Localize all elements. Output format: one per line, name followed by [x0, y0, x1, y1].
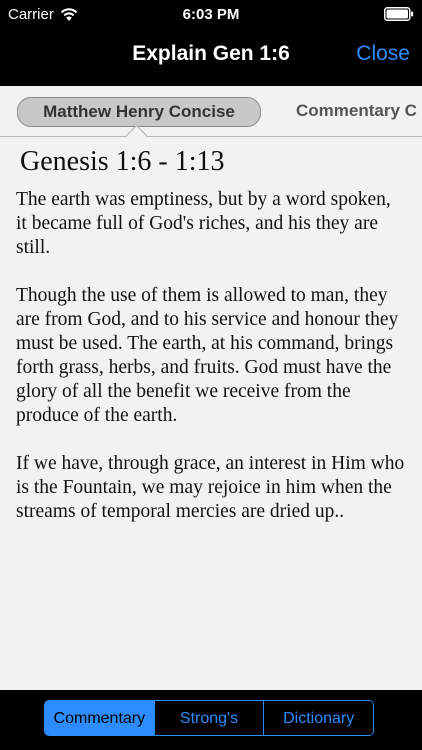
reference-type-segmented-control: [44, 700, 374, 736]
commentary-paragraph: Though the use of them is allowed to man, they are from God, and to his service and honour they must be used. The earth, at his command, brings forth grass, herbs, and fruits. God must have the glory of all the benefit we receive from the produce of the earth.: [16, 285, 399, 426]
segment-strongs[interactable]: Strong's: [154, 701, 264, 735]
segment-commentary[interactable]: Commentary: [45, 701, 154, 735]
status-time: 6:03 PM: [182, 6, 240, 23]
close-button[interactable]: Close: [356, 42, 410, 65]
commentary-paragraph: The earth was emptiness, but by a word spoken, it became full of God's riches, and his they are still.: [16, 189, 391, 258]
page-title: Explain Gen 1:6: [132, 42, 290, 65]
commentary-content[interactable]: [0, 86, 422, 690]
commentary-article: [16, 144, 406, 548]
active-tab-pointer: [126, 125, 147, 146]
passage-heading: Genesis 1:6 - 1:13: [20, 146, 225, 177]
tab-matthew-henry-concise[interactable]: Matthew Henry Concise: [17, 97, 261, 127]
carrier-label: Carrier: [8, 6, 54, 23]
navigation-bar: [0, 28, 422, 86]
tab-divider: [0, 136, 422, 137]
status-bar: [0, 0, 422, 28]
battery-icon: [384, 7, 414, 21]
commentary-source-tabs: [0, 86, 422, 144]
commentary-paragraph: If we have, through grace, an interest in Him who is the Fountain, we may rejoice in him when the streams of temporal mercies are dried up..: [16, 453, 405, 522]
tab-next-commentary[interactable]: Commentary C: [296, 101, 417, 120]
bottom-toolbar: [0, 690, 422, 750]
segment-dictionary[interactable]: Dictionary: [263, 701, 373, 735]
